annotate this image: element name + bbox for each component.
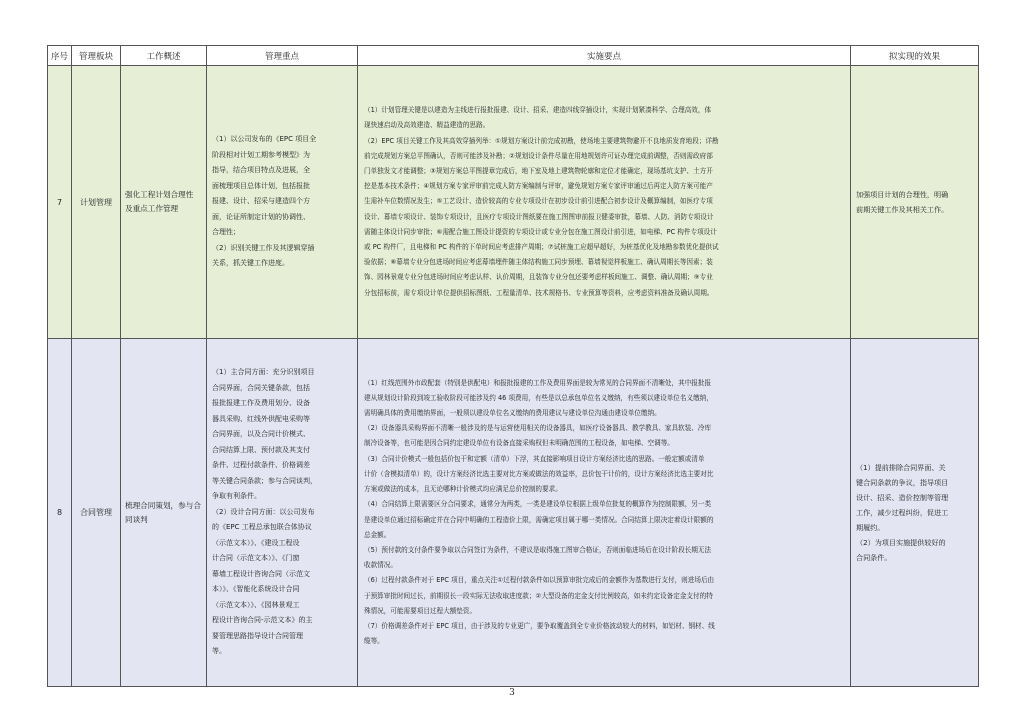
text-line: 或 PC 构件厂，且电梯和 PC 构件的下单时间应考虑排产周期；⑦试桩施工应超早超好，为桩基优化及地勘参数优化提供试	[364, 243, 719, 251]
text-line: 前期关键工作及其相关工作。	[856, 205, 949, 214]
header-module: 管理板块	[72, 46, 121, 66]
text-line: 报批报建工作及费用划分、设备	[212, 399, 310, 408]
management-focus	[207, 66, 358, 339]
text-line: （6）过程付款条件对于 EPC 项目，重点关注①过程付款条件如以预算审批完成后的金额作为基数进行支付，则进场后由	[364, 576, 715, 585]
table-row-8	[48, 339, 979, 687]
text-line: （1）红线范围外市政配套（特别是供配电）和报批报建的工作及费用界面是较为常见的合同界面不清晰处，其中报批报	[364, 378, 712, 387]
text-line: （3）合同计价模式一般包括价包干和定额（清单）下浮，其直接影响项目设计方案经济比选的思路。一般定额或清单	[364, 454, 705, 463]
text-line: （2）识别关键工作及其逻辑穿插	[212, 243, 315, 252]
text-line: 等关键合同条款；参与合同谈判，	[212, 476, 317, 485]
text-line: （2）设备器具采购界面不清晰一般涉及的是与运营使用相关的设备器具，如医疗设备器具、教学教具、家具软装、冷库	[364, 424, 712, 433]
expected-effect	[851, 66, 979, 339]
header-impl: 实施要点	[358, 46, 851, 66]
text-line: 总金额。	[364, 530, 391, 539]
header-effect: 拟实现的效果	[851, 46, 979, 66]
text-line: 于预算审批时间过长，前期很长一段实际无法收取进度款；②大型设备的定金支付比例较高，如未约定设备定金支付的特	[364, 591, 713, 600]
text-line: 验依据；⑧幕墙专业分包进场时间应考虑幕墙埋件随主体结构施工同步预埋、幕墙视觉样板施工、确认周期长等因素；装	[364, 258, 713, 267]
management-table	[47, 45, 979, 687]
text-line: 加强项目计划的合理性，明确	[856, 190, 949, 199]
text-line: 面梳理项目总体计划，包括报批	[212, 181, 310, 190]
module-name: 合同管理	[72, 339, 121, 687]
text-line: （1）提前排除合同界面、关	[856, 463, 946, 472]
text-line: （7）价格调差条件对于 EPC 项目，由于涉及的专业更广，要争取覆盖到全专业价格波动较大的材料，如铝材、钢材、线	[364, 621, 715, 630]
text-line: （1）主合同方面：充分识别项目	[212, 368, 315, 377]
text-line: 合理性；	[212, 228, 240, 237]
implementation-points	[358, 339, 851, 687]
text-line: 键合同条款的争议，指导项目	[856, 478, 949, 487]
text-line: （2）设计合同方面：以公司发布	[212, 507, 315, 516]
text-line: 同谈判	[125, 514, 148, 524]
text-line: 需随主体设计同步审批；⑥需配合施工图设计提资的专项设计或专业分包在施工图设计前引进，如电梯、PC 构件专项设计	[364, 227, 717, 236]
text-line: 合同界面，以及合同计价模式、	[212, 430, 310, 439]
text-line: 指导，结合项目特点及进展，全	[212, 166, 310, 175]
implementation-points	[358, 66, 851, 339]
text-line: 设计、幕墙专项设计、装饰专项设计，且医疗专项设计图纸要在施工图图审前报卫健委审批，幕墙、人防、消防专项设计	[364, 212, 714, 221]
text-line: 是建设单位通过招标确定并在合同中明确的工程造价上限，需确定项目属于哪一类情况。合同结算上限决定着设计限额的	[364, 515, 714, 524]
text-line: （示范文本）》、《园林景观工	[212, 600, 300, 609]
text-line: 条件、过程付款条件、价格调差	[212, 461, 310, 470]
row-number: 7	[48, 66, 72, 339]
text-line: （4）合同结算上限需要区分合同要求，通常分为两类，一类是建设单位根据上级单位批复的概算作为控制限额，另一类	[364, 500, 712, 509]
text-line: 强化工程计划合理性	[125, 190, 194, 199]
text-line: 殊情况，可能需要项目过程大额垫资。	[364, 606, 477, 615]
text-line: 要管理思路指导设计合同管理	[212, 631, 303, 640]
text-line: 报建、设计、招采与建造四个方	[212, 197, 310, 206]
management-focus	[207, 339, 358, 687]
table-row-7	[48, 66, 979, 339]
text-line: 本）》、《智能化系统设计合同	[212, 585, 300, 594]
text-line: 阶段相对计划工期参考模型》为	[212, 150, 310, 159]
text-line: 面，论证所制定计划的协调性、	[212, 212, 310, 221]
text-line: 梳理合同策划，参与合	[125, 500, 201, 510]
text-line: 及重点工作管理	[125, 204, 179, 213]
text-line: 挖是基本技术条件；④规划方案专家评审前完成人防方案编制与评审，避免规划方案专家评审通过后再定人防方案可能产	[364, 182, 713, 191]
text-line: 合同界面，合同关键条款，包括	[212, 383, 310, 392]
text-line: 程设计咨询合同-示范文本》的主	[212, 616, 313, 625]
text-line: （5）预付款的支付条件要争取以合同签订为条件，不建议是取得施工图审合格证，否则面临进场后在设计阶段长期无法	[364, 545, 712, 554]
text-line: 生需补车位数情况发生；⑤工艺设计、造价较高的专业专项设计在初步设计前引进配合初步设计及概算编制，如医疗专项	[364, 197, 713, 206]
text-line: 的《EPC 工程总承包联合体协议	[212, 523, 312, 532]
text-line: 期履约。	[856, 523, 885, 532]
text-line: 合同结算上限、预付款及其支付	[212, 445, 310, 454]
work-summary	[121, 339, 207, 687]
text-line: 分包招标前，需专项设计单位提供招标图纸、工程量清单、技术规格书、专业预算等资料，应考虑资料准备及确认周期。	[364, 288, 714, 297]
text-line: 器具采购、红线外供配电采购等	[212, 414, 310, 423]
text-line: 争取有利条件。	[212, 492, 261, 501]
text-line: （2）EPC 项目关键工作及其高效穿插列举：①规划方案设计前完成初勘，使场地主要建筑物避开不良地质发育地段；详勘	[364, 136, 719, 145]
header-num: 序号	[48, 46, 72, 66]
header-row	[48, 46, 979, 66]
text-line: 方案或做法的成本，且无论哪种计价模式均应满足总价控制的要求。	[364, 485, 562, 494]
text-line: 幕墙工程设计咨询合同（示范文	[212, 569, 310, 578]
text-line: 工作，减少过程纠纷，促进工	[856, 508, 949, 517]
work-summary	[121, 66, 207, 339]
page-number: 3	[509, 688, 515, 698]
header-desc: 工作概述	[121, 46, 207, 66]
text-line: 需明确具体的费用缴纳界面，一般须以建设单位名义缴纳的费用建议与建设单位沟通由建设单位缴纳。	[364, 409, 661, 418]
text-line: 前完成规划方案总平图确认，否则可能涉及补勘；②规划设计条件尽量在用地规划许可证办理完成前调整，否则需政府部	[364, 151, 713, 160]
text-line: 建从规划设计阶段到竣工验收阶段可能涉及约 46 项费用，有些是以总承包单位名义缴纳，有些须以建设单位名义缴纳，	[364, 393, 713, 402]
row-number: 8	[48, 339, 72, 687]
text-line: （1）计划管理关键是以建造为主线进行报批报建、设计、招采、建造四线穿插设计，实现计划紧凑科学、合理高效，体	[364, 106, 712, 115]
text-line: 缆等。	[364, 637, 384, 646]
expected-effect	[851, 339, 979, 687]
text-line: （示范文本）》、《建设工程设	[212, 538, 300, 547]
text-line: 合同条件。	[856, 553, 892, 562]
text-line: （2）为项目实施提供较好的	[856, 538, 946, 547]
text-line: 收款情况。	[364, 561, 397, 570]
text-line: （1）以公司发布的《EPC 项目全	[212, 135, 317, 144]
text-line: 关系，抓关键工作进度。	[212, 259, 289, 268]
text-line: 计价（含模拟清单）的，设计方案经济比选主要对比方案或做法的效益率，总价包干计价的，设计方案经济比选主要对比	[364, 469, 714, 478]
header-focus: 管理重点	[207, 46, 358, 66]
text-line: 制冷设备等，也可能是因合同约定建设单位有设备直接采购权但未明确范围的工程设备，如电梯、空调等。	[364, 439, 674, 448]
module-name: 计划管理	[72, 66, 121, 339]
text-line: 计合同（示范文本）》、《门窗	[212, 554, 300, 563]
text-line: 门单独发文才能调整；③规划方案总平图提章完成后，地下室及地上建筑物轮廓和定位才能确定，现场基坑支护、土方开	[364, 166, 713, 175]
text-line: 现快速启动及高效建造、精益建造的思路。	[364, 121, 490, 130]
text-line: 等。	[212, 647, 226, 656]
text-line: 饰、园林景观专业分包进场时间应考虑认样、认价周期，且装饰专业分包还要考虑样板间施工、调整、确认周期；⑨专业	[364, 273, 713, 282]
text-line: 设计、招采、造价控制等管理	[856, 493, 949, 502]
